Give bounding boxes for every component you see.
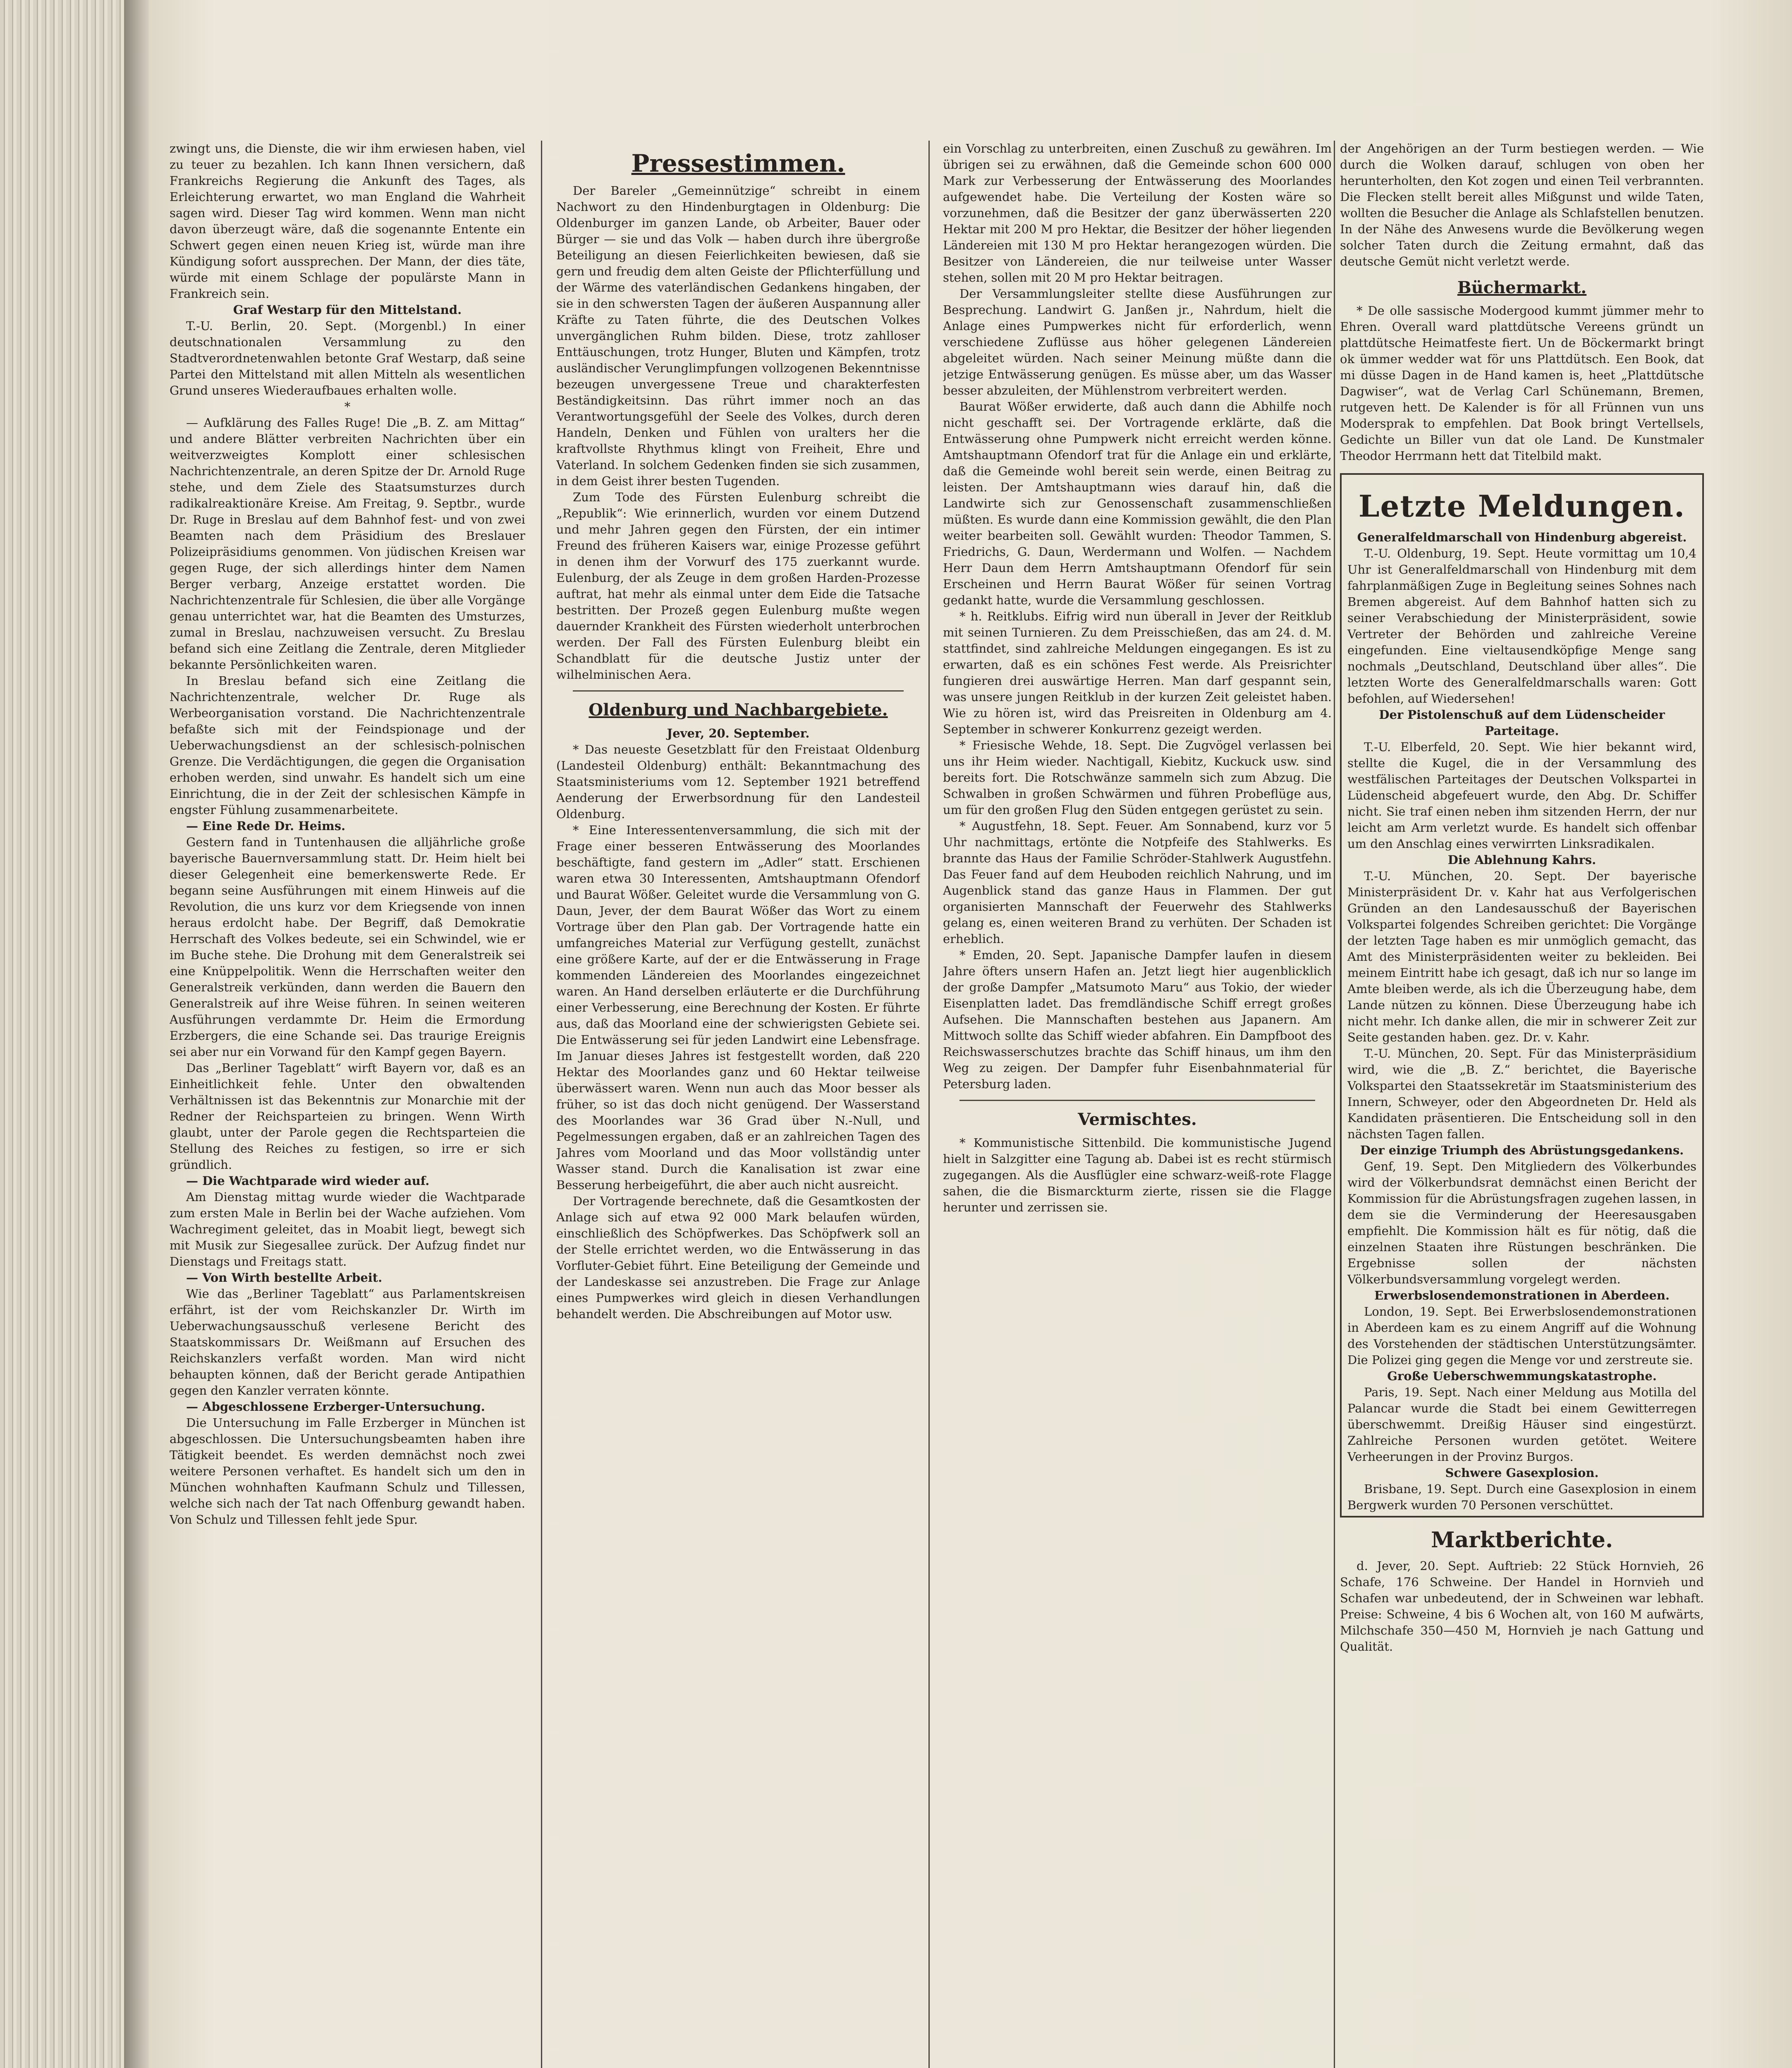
article-text: Zum Tode des Fürsten Eulenburg schreibt die „Republik“: Wie erinnerlich, wurden vor einem Dutzend und mehr Jahren gegen den Fürsten, der ein intimer Freund des früheren Kaisers war, einige Prozesse geführt in denen ihm der Vorwurf des 175 zuerkannt wurde. Eulenburg, der als Zeuge in dem großen Harden-Prozesse auftrat, hat mehr als einmal unter dem Eide die Tatsache bestritten. Der Prozeß gegen Eulenburg mußte wegen dauernder Krankheit des Fürsten wiederholt unterbrochen werden. Der Fall des Fürsten Eulenburg bleibt ein Schandblatt für die deutsche Justiz unter der wilhelminischen Aera. (556, 490, 920, 682)
article-text: Gestern fand in Tuntenhausen die alljährliche große bayerische Bauernversammlung statt. Dr. Heim hielt bei dieser Gelegenheit eine bemerkenswerte Rede. Er begann seine Ausführungen mit einem Hinweis auf die Revolution, die uns kurz vor dem Kriegsende von innen heraus erdolcht habe. Der Begriff, daß Demokratie Herrschaft des Volkes bedeute, sei ein Schwindel, wie er im Buche stehe. Die Drohung mit dem Generalstreik sei eine Knüppelpolitik. Wenn die Herrschaften weiter den Generalstreik verkünden, dann werden die Bauern den Generalstreik auf ihre Weise führen. In seinen weiteren Ausführungen verdammte Dr. Heim die Ermordung Erzbergers, die eine Schande sei. Das traurige Ereignis sei aber nur ein Vorwand für den Kampf gegen Bayern. (170, 835, 525, 1059)
dateline: Jever, 20. September. (667, 726, 810, 740)
section-heading-letzte-meldungen: Letzte Meldungen. (1358, 488, 1686, 524)
column-rule (928, 141, 930, 2068)
article-text: In Breslau befand sich eine Zeitlang die Nachrichtenzentrale, welcher Dr. Ruge als Werbeorganisation vorstand. Die Nachrichtenzentrale befaßte sich mit der Feindspionage und der Ueberwachungsdienst an der schlesisch-polnischen Grenze. Die Verdächtigungen, die gegen die Organisation erhoben werden, sind unwahr. Es handelt sich um eine Einrichtung, die in der Zeit der schlesischen Kämpfe in engster Fühlung zusammenarbeitete. (170, 674, 525, 817)
article-text: London, 19. Sept. Bei Erwerbslosendemonstrationen in Aberdeen kam es zu einem Angriff auf die Wohnung des Vorstehenden der städtischen Unterstützungsämter. Die Polizei ging gegen die Menge vor und zerstreute sie. (1347, 1304, 1696, 1367)
article-text: Baurat Wößer erwiderte, daß auch dann die Abhilfe noch nicht geschafft sei. Der Vortragende erklärte, daß die Entwässerung ohne Pumpwerk nicht erreicht werden könne. Amtshauptmann Ofendorf trat für die Anlage ein und erklärte, daß die Gemeinde wohl bereit sein werde, einen Beitrag zu leisten. Der Amtshauptmann wies darauf hin, daß die Landwirte sich zur Genossenschaft zusammenschließen müßten. Es wurde dann eine Kommission gewählt, die den Plan weiter bearbeiten soll. Gewählt wurden: Theodor Tammen, S. Friedrichs, G. Daun, Werdermann und Wolfen. — Nachdem Herr Daun dem Herrn Amtshauptmann Ofendorf für sein Erscheinen und Herrn Baurat Wößer für seinen Vortrag gedankt hatte, wurde die Versammlung geschlossen. (943, 400, 1332, 607)
article-heading: — Von Wirth bestellte Arbeit. (186, 1271, 383, 1285)
article-text: * Kommunistische Sittenbild. Die kommunistische Jugend hielt in Salzgitter eine Tagung ab. Dabei ist es recht stürmisch zugegangen. Als die Ausflügler eine schwarz-weiß-rote Flagge sahen, die die Bismarckturm zierte, rissen sie die Flagge herunter und zerrissen sie. (943, 1136, 1332, 1214)
article-heading: Große Ueberschwemmungskatastrophe. (1387, 1369, 1657, 1383)
article-text: Die Untersuchung im Falle Erzberger in München ist abgeschlossen. Die Untersuchungsbeamten haben ihre Tätigkeit beendet. Es werden demnächst noch zwei weitere Personen verhaftet. Es handelt sich um den in München wohnhaften Kaufmann Schulz und Tillessen, welche sich nach der Tat nach Offenburg gewandt haben. Von Schulz und Tillessen fehlt jede Spur. (170, 1416, 525, 1527)
column-rule (1334, 141, 1335, 2068)
article-heading: — Abgeschlossene Erzberger-Untersuchung. (186, 1400, 485, 1414)
column-3 (943, 141, 1332, 2068)
article-heading: Generalfeldmarschall von Hindenburg abgereist. (1357, 530, 1687, 544)
article-text: Brisbane, 19. Sept. Durch eine Gasexplosion in einem Bergwerk wurden 70 Personen verschüttet. (1347, 1482, 1696, 1512)
article-text: T.-U. München, 20. Sept. Für das Ministerpräsidium wird, wie die „B. Z.“ berichtet, die Bayerische Volkspartei den Staatssekretär im Staatsministerium des Innern, Schweyer, oder den Abgeordneten Dr. Held als Kandidaten präsentieren. Die Entscheidung soll in den nächsten Tagen fallen. (1347, 1046, 1696, 1141)
article-heading: Schwere Gasexplosion. (1445, 1466, 1599, 1480)
article-text: * Eine Interessentenversammlung, die sich mit der Frage einer besseren Entwässerung des Moorlandes beschäftigte, fand gestern im „Adler“ statt. Erschienen waren etwa 30 Interessenten, Amtshauptmann Ofendorf und Baurat Wößer. Geleitet wurde die Versammlung von G. Daun, Jever, der dem Baurat Wößer das Wort zu einem Vortrage über den Plan gab. Der Vortragende hatte ein umfangreiches Material zur Verfügung gestellt, zunächst eine größere Karte, auf der er die Entwässerung in Frage kommenden Ländereien des Moorlandes eingezeichnet waren. An Hand derselben erläuterte er die Durchführung einer Verbesserung, eine Berechnung der Kosten. Er führte aus, daß das Moorland eine der schwierigsten Gebiete sei. Die Entwässerung sei für jeden Landwirt eine Lebensfrage. Im Januar dieses Jahres ist festgestellt worden, daß 220 Hektar des Moorlandes ganz und 60 Hektar teilweise überwässert waren. Wenn nun auch das Moor besser als früher, so ist das doch nicht genügend. Der Wasserstand des Moorlandes war 36 Grad über N.-Null, und Pegelmessungen ergaben, daß er an zahlreichen Tagen des Jahres vom Moorland und das Moor vollständig unter Wasser stand. Durch die Kanalisation ist zwar eine Besserung herbeigeführt, die aber auch nicht ausreicht. (556, 823, 920, 1192)
section-divider (959, 1100, 1315, 1101)
article-text: Am Dienstag mittag wurde wieder die Wachtparade zum ersten Male in Berlin bei der Wache aufziehen. Vom Wachregiment geleitet, das in Moabit liegt, bewegt sich mit Musik zur Siegesallee zurück. Der Aufzug findet nur Dienstags und Freitags statt. (170, 1190, 525, 1269)
article-text: d. Jever, 20. Sept. Auftrieb: 22 Stück Hornvieh, 26 Schafe, 176 Schweine. Der Handel in Hornvieh und Schafen war unbedeutend, der in Schweinen war lebhaft. Preise: Schweine, 4 bis 6 Wochen alt, von 160 M aufwärts, Milchschafe 350—450 M, Hornvieh je nach Gattung und Qualität. (1340, 1559, 1704, 1654)
article-text: ein Vorschlag zu unterbreiten, einen Zuschuß zu gewähren. Im übrigen sei zu erwähnen, daß die Gemeinde schon 600 000 Mark zur Verbesserung der Entwässerung des Moorlandes aufgewendet habe. Die Verteilung der Kosten wäre so vorzunehmen, daß die Besitzer der ganz überwässerten 220 Hektar mit 200 M pro Hektar, die Besitzer der höher liegenden Ländereien mit 130 M pro Hektar herangezogen würden. Die Besitzer von Ländereien, die nur teilweise unter Wasser stehen, sollen mit 20 M pro Hektar beitragen. (943, 141, 1332, 285)
article-text: Der Bareler „Gemeinnützige“ schreibt in einem Nachwort zu den Hindenburgtagen in Oldenburg: Die Oldenburger im ganzen Lande, ob Arbeiter, Bauer oder Bürger — sie und das Volk — haben durch ihre übergroße Beteiligung an diesen Feierlichkeiten bewiesen, daß sie gern und freudig dem alten Geiste der Pflichterfüllung und der Wärme des vaterländischen Gedankens hingaben, der sie in den schwersten Tagen der äußeren Auspannung aller Kräfte zu Taten führte, die des Deutschen Volkes unvergänglichen Ruhm bilden. Diese, trotz zahlloser Enttäuschungen, trotz Hunger, Bluten und Kämpfen, trotz ausländischer Verunglimpfungen vollzogenen Bekenntnisse bezeugen unvergessene Treue und charakterfesten Beständigkeitsinn. Das rührt immer noch an das Verantwortungsgefühl der Seele des Volkes, durch deren Handeln, Denken und Fühlen von uralters her die kraftvollste Rhythmus klingt von Freiheit, Ehre und Vaterland. In solchem Gedenken finden sie sich zusammen, in dem Geist ihrer besten Tugenden. (556, 184, 920, 488)
section-heading-marktberichte: Marktberichte. (1431, 1527, 1613, 1553)
latest-news-box (1340, 473, 1704, 1517)
article-text: T.-U. Elberfeld, 20. Sept. Wie hier bekannt wird, stellte die Kugel, die in der Versammlung des westfälischen Parteitages der Deutschen Volkspartei in Lüdenscheid abgefeuert wurde, den Abg. Dr. Schiffer nicht. Sie traf einen neben ihm sitzenden Herrn, der nur leicht am Arm verletzt wurde. Es handelt sich offenbar um den Anschlag eines verwirrten Linksradikalen. (1347, 740, 1696, 851)
column-2 (556, 141, 920, 2068)
article-heading: Der Pistolenschuß auf dem Lüdenscheider Parteitage. (1379, 708, 1665, 738)
article-text: * Augustfehn, 18. Sept. Feuer. Am Sonnabend, kurz vor 5 Uhr nachmittags, ertönte die Notpfeife des Stahlwerks. Es brannte das Haus der Familie Schröder-Stahlwerk Augustfehn. Das Feuer fand auf dem Heuboden reichlich Nahrung, und im Augenblick stand das ganze Haus in Flammen. Der gut organisierten Mannschaft der Feuerwehr des Stahlwerks gelang es, einen weiteren Brand zu verhüten. Der Schaden ist erheblich. (943, 819, 1332, 946)
article-text: der Angehörigen an der Turm bestiegen werden. — Wie durch die Wolken darauf, schlugen von oben her herunterholten, den Kot zogen und einen Teil verbrannten. Die Flecken stellt bereit alles Mißgunst und wilde Taten, wollten die Besucher die Anlage als Schlafstellen benutzen. In der Nähe des Anwesens wurde die Bevölkerung wegen solcher Taten durch die Zeitung ermahnt, daß das deutsche Gemüt nicht verletzt werde. (1340, 141, 1704, 268)
article-text: Das „Berliner Tageblatt“ wirft Bayern vor, daß es an Einheitlichkeit fehle. Unter den obwaltenden Verhältnissen ist das Bekenntnis zur Monarchie mit der Redner der Reichsparteien zu bringen. Wenn Wirth glaubt, unter der Parole gegen die Rechtsparteien die Stellung des Reiches zu festigen, so irre er sich gründlich. (170, 1061, 525, 1172)
article-heading: — Eine Rede Dr. Heims. (186, 819, 346, 833)
article-text: * De olle sassische Modergood kummt jümmer mehr to Ehren. Overall ward plattdütsche Vereens gründt un plattdütsche Heimatfeste fiert. Un de Böckermarkt bringt ok ümmer wedder wat för uns Plattdütsch. Een Book, dat mi düsse Dagen in de Hand kamen is, heet „Plattdütsche Dagwiser“, wat de Verlag Carl Schünemann, Bremen, rutgeven hett. De Kalender is för all Frünnen vun uns Modersprak to empfehlen. Dat Book bringt Vertellsels, Gedichte un Biller vun dat ole Land. De Kunstmaler Theodor Herrmann hett dat Titelbild makt. (1340, 304, 1704, 463)
article-text: T.-U. Berlin, 20. Sept. (Morgenbl.) In einer deutschnationalen Versammlung zu den Stadtverordnetenwahlen betonte Graf Westarp, daß seine Partei den Mittelstand mit allen Mitteln als wesentlichen Grund unseres Wiederaufbaues erhalten wolle. (170, 319, 525, 397)
article-text: Genf, 19. Sept. Den Mitgliedern des Völkerbundes wird der Völkerbundsrat demnächst einen Bericht der Kommission für die Abrüstungsfragen zugehen lassen, in dem sie die Verminderung der Heeresausgaben empfiehlt. Die Kommission hält es für nötig, daß die einzelnen Staaten ihre Rüstungen beschränken. Die Ergebnisse sollen der nächsten Völkerbundsversammlung vorgelegt werden. (1347, 1159, 1696, 1286)
article-text: — Aufklärung des Falles Ruge! Die „B. Z. am Mittag“ und andere Blätter verbreiten Nachrichten über ein weitverzweigtes Komplott einer schlesischen Nachrichtenzentrale, an deren Spitze der Dr. Arnold Ruge stehe, und dem Ziele des Staatsumsturzes durch radikalreaktionäre Kreise. Am Freitag, 9. Septbr., wurde Dr. Ruge in Breslau auf dem Bahnhof fest- und von zwei Beamten nach dem Präsidium des Breslauer Polizeipräsidiums genommen. Von jüdischen Kreisen war gegen Ruge, der sich allerdings hinter dem Namen Berger verbarg, Anzeige erstattet worden. Die Nachrichtenzentrale für Schlesien, die über alle Vorgänge genau unterrichtet war, hat die Beamten des Umsturzes, zumal in Breslau, nachzuweisen versucht. Zu Breslau befand sich eine Zeitlang die Zentrale, deren Mitglieder bekannte Persönlichkeiten waren. (170, 416, 525, 672)
book-gutter-shadow (124, 0, 149, 2068)
section-star: * (344, 400, 351, 414)
article-heading: Graf Westarp für den Mittelstand. (233, 303, 462, 317)
article-heading: — Die Wachtparade wird wieder auf. (186, 1174, 430, 1188)
column-4 (1340, 141, 1704, 2068)
section-heading-buechermarkt: Büchermarkt. (1457, 278, 1587, 297)
article-heading: Erwerbslosendemonstrationen in Aberdeen. (1374, 1288, 1670, 1302)
article-text: T.-U. Oldenburg, 19. Sept. Heute vormittag um 10,4 Uhr ist Generalfeldmarschall von Hindenburg mit dem fahrplanmäßigen Zuge in Begleitung seines Sohnes nach Bremen abgereist. Auf dem Bahnhof hatten sich zu seiner Verabschiedung der Ministerpräsident, sowie Vertreter der Behörden und zahlreiche Vereine eingefunden. Eine vieltausendköpfige Menge sang nochmals „Deutschland, Deutschland über alles“. Die letzten Worte des Generalfeldmarschalls waren: Gott befohlen, auf Wiedersehen! (1347, 546, 1696, 706)
article-text: T.-U. München, 20. Sept. Der bayerische Ministerpräsident Dr. v. Kahr hat aus Verfolgerischen Gründen an den Landesausschuß der Bayerischen Volkspartei folgendes Schreiben gerichtet: Die Vorgänge der letzten Tage haben es mir unmöglich gemacht, das Amt des Ministerpräsidenten weiter zu bekleiden. Bei meinem Eintritt habe ich gesagt, daß ich nur so lange im Amte bleiben werde, als ich die Überzeugung habe, dem Lande nützen zu können. Diese Überzeugung habe ich nicht mehr. Ich danke allen, die mir in schwerer Zeit zur Seite gestanden haben. gez. Dr. v. Kahr. (1347, 869, 1696, 1044)
article-text: * h. Reitklubs. Eifrig wird nun überall in Jever der Reitklub mit seinen Turnieren. Zu dem Preisschießen, das am 24. d. M. stattfindet, sind zahlreiche Meldungen eingegangen. Es ist zu erwarten, daß es ein schönes Fest werde. Als Preisrichter fungieren drei auswärtige Herren. Man darf gespannt sein, was unsere jungen Reitklub in der kurzen Zeit geleistet haben. Wie zu hören ist, wird das Preisreiten in Oldenburg am 4. September in schwerer Konkurrenz gezeigt werden. (943, 609, 1332, 736)
article-text: zwingt uns, die Dienste, die wir ihm erwiesen haben, viel zu teuer zu bezahlen. Ich kann Ihnen versichern, daß Frankreichs Regierung die Ankunft des Tages, als Erleichterung erwartet, wo man England die Wahrheit sagen wird. Dieser Tag wird kommen. Wenn man nicht davon überzeugt wäre, daß die sogenannte Entente ein Schwert gegen einen neuen Krieg ist, würde man ihre Kündigung sofort aussprechen. Der Mann, der dies täte, würde mit einem Schlage der populärste Mann in Frankreich sein. (170, 141, 525, 301)
article-text: * Friesische Wehde, 18. Sept. Die Zugvögel verlassen bei uns ihr Heim wieder. Nachtigall, Kiebitz, Kuckuck usw. sind bereits fort. Die Rotschwänze sammeln sich zum Abzug. Die Schwalben in großen Schwärmen und führen Probeflüge aus, um für den großen Flug den Süden entgegen gerüstet zu sein. (943, 738, 1332, 817)
column-rule (541, 141, 542, 2068)
article-text: * Emden, 20. Sept. Japanische Dampfer laufen in diesem Jahre öfters unsern Hafen an. Jetzt liegt hier augenblicklich der große Dampfer „Matsumoto Maru“ aus Tokio, der wieder Eisenplatten ladet. Das fremdländische Schiff erregt großes Aufsehen. Die Mannschaften bestehen aus Japanern. Am Mittwoch sollte das Schiff wieder abfahren. Ein Dampfboot des Reichswasserschutzes brachte das Schiff hinaus, um ihm den Weg zu zeigen. Der Dampfer fuhr Eisenbahnmaterial für Petersburg laden. (943, 948, 1332, 1091)
article-text: * Das neueste Gesetzblatt für den Freistaat Oldenburg (Landesteil Oldenburg) enthält: Bekanntmachung des Staatsministeriums vom 12. September 1921 betreffend Aenderung der Erwerbsordnung für den Landesteil Oldenburg. (556, 742, 920, 821)
book-page-edges (0, 0, 124, 2068)
section-heading-vermischtes: Vermischtes. (1078, 1110, 1197, 1129)
article-heading: Der einzige Triumph des Abrüstungsgedankens. (1360, 1143, 1684, 1157)
article-text: Wie das „Berliner Tageblatt“ aus Parlamentskreisen erfährt, ist der vom Reichskanzler Dr. Wirth im Ueberwachungsausschuß verlesene Bericht des Staatskommissars Dr. Weißmann auf Ersuchen des Reichskanzlers verfaßt worden. Man wird nicht behaupten können, daß der Bericht gerade Antipathien gegen den Kanzler verraten könnte. (170, 1287, 525, 1398)
column-1 (170, 141, 525, 2068)
section-divider (573, 690, 904, 692)
article-text: Der Vortragende berechnete, daß die Gesamtkosten der Anlage sich auf etwa 92 000 Mark belaufen würden, einschließlich des Schöpfwerkes. Das Schöpfwerk soll an der Stelle errichtet werden, wo die Entwässerung in das Vorfluter-Gebiet führt. Eine Beteiligung der Gemeinde und der Landeskasse sei anzustreben. Die Frage zur Anlage eines Pumpwerkes wird gleich in diesen Verhandlungen behandelt werden. Die Abschreibungen auf Motor usw. (556, 1194, 920, 1321)
article-text: Der Versammlungsleiter stellte diese Ausführungen zur Besprechung. Landwirt G. Janßen jr., Nahrdum, hielt die Anlage eines Pumpwerkes nicht für erforderlich, wenn verschiedene Zuflüsse aus höher gelegenen Ländereien abgeleitet würden. Nach seiner Meinung müßte dann die jetzige Entwässerung genügen. Es müsse aber, um das Wasser besser abzuleiten, der Mühlenstrom verbreitert werden. (943, 287, 1332, 397)
section-heading-oldenburg: Oldenburg und Nachbargebiete. (589, 700, 888, 720)
article-heading: Die Ablehnung Kahrs. (1447, 853, 1596, 867)
section-heading-pressestimmen: Pressestimmen. (631, 149, 845, 177)
article-text: Paris, 19. Sept. Nach einer Meldung aus Motilla del Palancar wurde die Stadt bei einem Gewitterregen überschwemmt. Dreißig Häuser sind eingestürzt. Zahlreiche Personen wurden getötet. Weitere Verheerungen in der Provinz Burgos. (1347, 1385, 1696, 1464)
